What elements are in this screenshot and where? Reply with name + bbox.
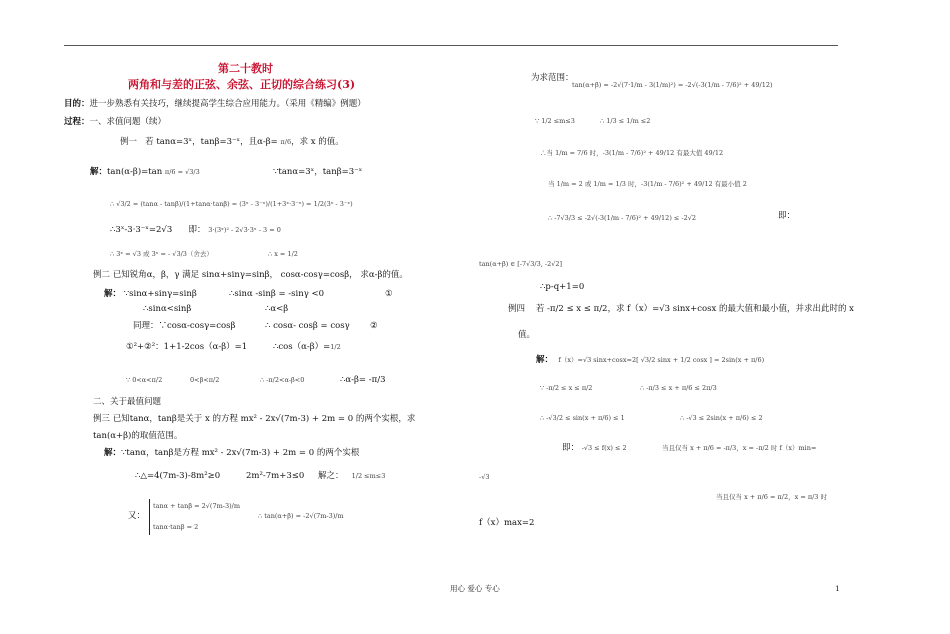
example-3: 例三 已知tanα，tanβ是关于 x 的方程 mx² - 2x√(7m-3) + 2m = 0 的两个实根，求: [93, 414, 416, 424]
r6: tan(α+β) ∈ [-7√3/3, -2√2]: [479, 260, 563, 268]
r5-then: 即：: [778, 211, 796, 221]
ex2-s3c: ②: [370, 321, 378, 331]
purpose-label: 目的：: [64, 99, 90, 109]
r1-expr: tan(α+β) = -2√(7·1/m - 3(1/m)²) = -2√(-3(1/m - 7/6)² + 49/12): [572, 81, 773, 89]
ex1-frac: π/6: [280, 138, 292, 146]
purpose-line: [64, 99, 366, 110]
process-line: [64, 117, 166, 128]
sol1-frac: π/6 = √3/3: [164, 168, 200, 176]
ex2-s1d: ①: [385, 289, 393, 299]
ex3-solution-1: [104, 448, 359, 459]
ex4-label: 例四: [508, 304, 526, 314]
ex4-s3: ∴ -√3/2 ≤ sin(x + π/6) ≤ 1: [540, 414, 625, 422]
r2b: ∴ 1/3 ≤ 1/m ≤2: [600, 117, 651, 125]
r5: ∴ -7√3/3 ≤ -2√(-3(1/m - 7/6)² + 49/12) ≤ -2√2: [548, 214, 697, 222]
ex1-text: 若 tanα=3ˣ，tanβ=3⁻ˣ，且α-β=: [145, 137, 281, 147]
r7: ∴p-q+1=0: [540, 282, 585, 292]
ex4-text: 若 -π/2 ≤ x ≤ π/2，求 f（x）=√3 sinx+cosx 的最大值和最小值，并求出此时的 x: [535, 304, 854, 314]
ex3-s2d: 1/2 ≤m≤3: [351, 472, 386, 480]
ex2-s5: ∵ 0<α<π/2: [126, 376, 163, 384]
ex4-solution-label: 解：: [536, 355, 554, 365]
ex4-s3b: ∴ -√3 ≤ 2sin(x + π/6) ≤ 2: [680, 414, 763, 422]
section-2-heading: 二、关于最值问题: [93, 397, 162, 407]
ex3-s3c: ∴ tan(α+β) = -2√(7m-3)/m: [258, 512, 344, 520]
r2: ∵ 1/2 ≤m≤3: [535, 117, 575, 125]
sol1: tan(α-β)=tan: [107, 167, 163, 177]
sol1-given: ∵tanα=3ˣ，tanβ=3⁻ˣ: [273, 167, 363, 177]
ex4-s4: [562, 443, 627, 454]
ex4-s5: -√3: [479, 473, 490, 481]
lesson-subtitle: 两角和与差的正弦、余弦、正切的综合练习(3): [128, 78, 356, 91]
ex2-s4b-text: ∴cos（α-β）=: [273, 342, 331, 352]
example-1: [120, 137, 344, 148]
footer-motto: 用心 爱心 专心: [450, 584, 500, 593]
ex2-s2: ∴sinα<sinβ: [143, 304, 192, 314]
ex2-solution-1: [104, 289, 197, 300]
purpose-text: 进一步熟悉有关技巧，继续提高学生综合应用能力。（采用《精编》例题）: [89, 99, 366, 109]
ex3-solution-label: 解：: [104, 448, 122, 458]
ex2-s5b: 0<β<π/2: [190, 376, 220, 384]
ex1-solution-1: [90, 167, 200, 178]
ex2-s3b: ∴ cosα- cosβ = cosγ: [265, 321, 350, 331]
ex4-solution-1: [536, 355, 764, 366]
ex2-s1c: ∴sinα -sinβ = -sinγ <0: [229, 289, 325, 299]
example-2: 例二 已知锐角α，β，γ 满足 sinα+sinγ=sinβ， cosα-cosγ=cosβ， 求α-β的值。: [93, 270, 408, 280]
ex2-solution-label: 解：: [104, 289, 122, 299]
ex2-s5d: ∴α-β= -π/3: [340, 375, 386, 385]
ex1-label: 例一: [120, 137, 138, 147]
ex2-s4: ①²+②²：1+1-2cos（α-β）=1: [126, 342, 248, 352]
ex4-s4-then: 即：: [562, 443, 580, 453]
sol3-quadratic: 3·(3ˣ)² - 2√3·3ˣ - 3 = 0: [208, 226, 281, 234]
example-3-b: tan(α+β)的取值范围。: [93, 431, 183, 441]
ex2-s2b: ∴α<β: [265, 304, 289, 314]
ex3-s2b: 2m²-7m+3≤0: [246, 471, 305, 481]
ex2-s3: 同理：∵cosα-cosγ=cosβ: [133, 321, 236, 331]
ex2-s5c: ∴ -π/2<α-β<0: [260, 376, 305, 384]
r4: 当 1/m = 2 或 1/m = 1/3 时，-3(1/m - 7/6)² + 49/12 有最小值 2: [548, 180, 747, 188]
ex3-s3b: tanα·tanβ = 2: [153, 523, 199, 531]
ex2-s4b: [273, 342, 341, 353]
process-label: 过程：: [64, 117, 90, 127]
system-brace: [149, 499, 150, 535]
sol2: ∴ √3/2 = (tanα - tanβ)/(1+tanα·tanβ) = (3ˣ - 3⁻ˣ)/(1+3ˣ·3⁻ˣ) = 1/2(3ˣ - 3⁻ˣ): [110, 200, 353, 208]
ex1-tail: ，求 x 的值。: [291, 137, 344, 147]
ex4-s4c: 当且仅当 x + π/6 = -π/3，x = -π/2 时 f（x）min=: [662, 444, 817, 452]
r1: 为求范围：: [531, 73, 574, 83]
sol3-then: 即：: [188, 225, 206, 235]
ex3-s2c: [318, 471, 385, 482]
sol3-eq: ∴3ˣ-3·3⁻ˣ=2√3: [110, 225, 173, 235]
ex3-s3: 又：: [128, 511, 146, 521]
sol4-x: ∴ x = 1/2: [268, 250, 298, 258]
solution-label: 解：: [90, 167, 108, 177]
ex3-s2: ∴△=4(7m-3)-8m²≥0: [135, 471, 221, 481]
example-4: [508, 304, 854, 315]
ex4-s7: f（x）max=2: [479, 518, 535, 528]
ex4-s1: f（x）=√3 sinx+cosx=2[ √3/2 sinx + 1/2 cosx ] = 2sin(x + π/6): [558, 356, 765, 364]
process-text: 一、求值问题（续）: [89, 117, 167, 127]
ex2-s1: ∵sinα+sinγ=sinβ: [123, 289, 197, 299]
r3: ∴当 1/m = 7/6 时，-3(1/m - 7/6)² + 49/12 有最大值 49/12: [540, 149, 724, 157]
ex3-s2c-text: 解之：: [318, 471, 344, 481]
sol4-roots: ∴ 3ˣ = √3 或 3ˣ = - √3/3（舍去）: [110, 250, 213, 258]
ex2-s4c: 1/2: [330, 343, 341, 351]
ex4-b: 值。: [518, 330, 536, 340]
ex4-s4-range: -√3 ≤ f(x) ≤ 2: [581, 444, 627, 452]
ex4-s6: 当且仅当 x + π/6 = π/2，x = π/3 时: [716, 493, 827, 501]
sol3: [110, 225, 281, 236]
sol4: [110, 249, 213, 260]
ex3-s1: ∵tanα，tanβ是方程 mx² - 2x√(7m-3) + 2m = 0 的两个实根: [121, 448, 360, 458]
ex4-s2b: ∴ -π/3 ≤ x + π/6 ≤ 2π/3: [640, 384, 717, 392]
lesson-title: 第二十教时: [218, 62, 273, 75]
ex3-s3a: tanα + tanβ = 2√(7m-3)/m: [153, 502, 240, 510]
header-rule: [64, 45, 838, 46]
page-number: 1: [835, 584, 840, 593]
ex4-s2: ∵ -π/2 ≤ x ≤ π/2: [540, 384, 593, 392]
